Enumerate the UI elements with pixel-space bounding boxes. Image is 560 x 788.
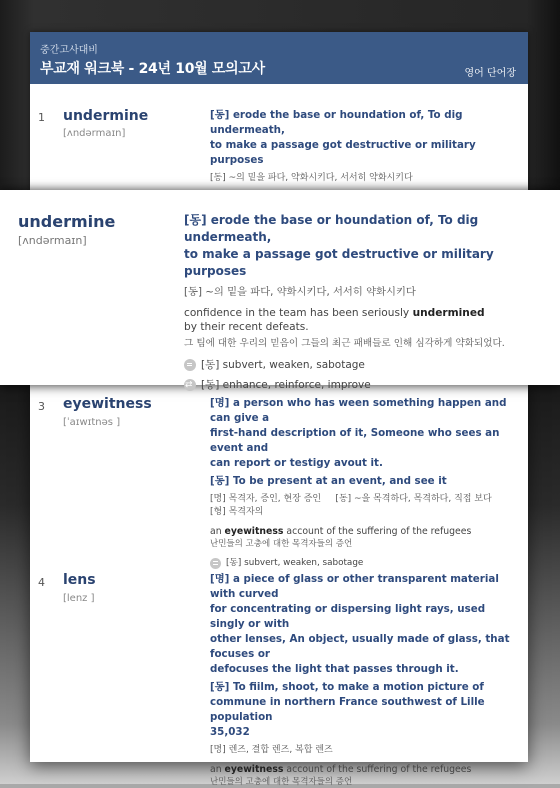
definition-line: to make a passage got destructive or military purposes [210, 139, 476, 166]
example-sentence: an eyewitness account of the suffering of the refugees [210, 526, 472, 537]
equals-icon [210, 558, 221, 569]
example-korean: 난민들의 고충에 대한 목격자들의 증언 [210, 539, 353, 549]
synonyms [210, 556, 522, 570]
example-korean: 난민들의 고충에 대한 목격자들의 증언 [210, 777, 353, 787]
entry-word: undermine [63, 108, 149, 124]
swap-icon [184, 379, 196, 391]
synonyms-text: [동] subvert, weaken, sabotage [201, 359, 365, 371]
zoom-korean-meaning: [동] ~의 밑을 파다, 약화시키다, 서서히 약화시키다 [184, 286, 416, 298]
zoom-example-sentence: confidence in the team has been seriously undermined [184, 307, 485, 319]
definition-line: commune in northern France southwest of Lille population [210, 696, 485, 723]
entry-details [210, 572, 522, 788]
definition-line: defocuses the light that passes through it. [210, 663, 459, 675]
entry-pronunciation: [lenz ] [63, 593, 95, 604]
zoom-definition-line: [동] erode the base or houndation of, To dig undermeath, [184, 213, 479, 244]
definition-line: [동] To fiilm, shoot, to make a motion picture of [210, 681, 484, 693]
korean-meaning: [형] 목격자의 [210, 507, 264, 517]
entry-number: 4 [38, 576, 45, 589]
synonyms-text: [동] subvert, weaken, sabotage [226, 558, 364, 568]
header-right-label: 영어 단어장 [464, 68, 516, 79]
definition-line: for concentrating or dispersing light rays, used singly or with [210, 603, 486, 630]
zoom-word: undermine [18, 212, 116, 231]
page-sheet-top [30, 32, 528, 192]
definition-line: can report or testigy avout it. [210, 457, 383, 469]
entry-word: lens [63, 572, 96, 588]
entry-pronunciation: [ˈaɪwɪtnəs ] [63, 417, 121, 428]
definition-line: other lenses, An object, usually made of glass, that focuses or [210, 633, 510, 660]
definition-line: [명] a piece of glass or other transparent material with curved [210, 573, 499, 600]
zoom-example-korean: 그 팀에 대한 우리의 믿음이 그들의 최근 패배들로 인해 심각하게 약화되었다. [184, 338, 505, 349]
definition-line: first-hand description of it, Someone who sees an event and [210, 427, 500, 454]
zoom-example-sentence-cont: by their recent defeats. [184, 321, 309, 333]
antonyms-text: [동] enhance, reinforce, improve [201, 379, 371, 391]
entry-number: 3 [38, 400, 45, 413]
korean-meaning: [명] 목격자, 증인, 현장 증인 [동] ~을 목격하다, 목격하다, 직접 보다 [210, 494, 492, 504]
example-sentence: an eyewitness account of the suffering of the refugees [210, 764, 472, 775]
entry-word: eyewitness [63, 396, 152, 412]
header-subtitle: 중간고사대비 [40, 45, 98, 56]
zoomed-entry-band [0, 190, 560, 391]
definition-line: [명] a person who has ween something happen and can give a [210, 397, 507, 424]
korean-meaning: [명] 렌즈, 결합 렌즈, 복합 렌즈 [210, 745, 333, 755]
entry-pronunciation: [ʌndərmaɪn] [63, 128, 126, 139]
entry-number: 1 [38, 111, 45, 124]
zoom-synonyms [184, 357, 554, 373]
equals-icon [184, 359, 196, 371]
definition-line: [동] erode the base or houndation of, To dig undermeath, [210, 109, 463, 136]
header-title: 부교재 워크북 - 24년 10월 모의고사 [40, 61, 265, 77]
zoom-definition-line: to make a passage got destructive or military purposes [184, 247, 494, 278]
zoom-pronunciation: [ʌndərmaɪn] [18, 234, 87, 247]
korean-meaning: [동] ~의 밑을 파다, 약화시키다, 서서히 약화시키다 [210, 173, 413, 183]
zoom-details [184, 212, 554, 393]
definition-line: [동] To be present at an event, and see it [210, 475, 447, 487]
page-sheet-bottom [30, 380, 528, 787]
entry-details [210, 396, 522, 570]
page-header [30, 32, 528, 84]
zoom-antonyms [184, 377, 554, 393]
definition-line: 35,032 [210, 726, 250, 738]
